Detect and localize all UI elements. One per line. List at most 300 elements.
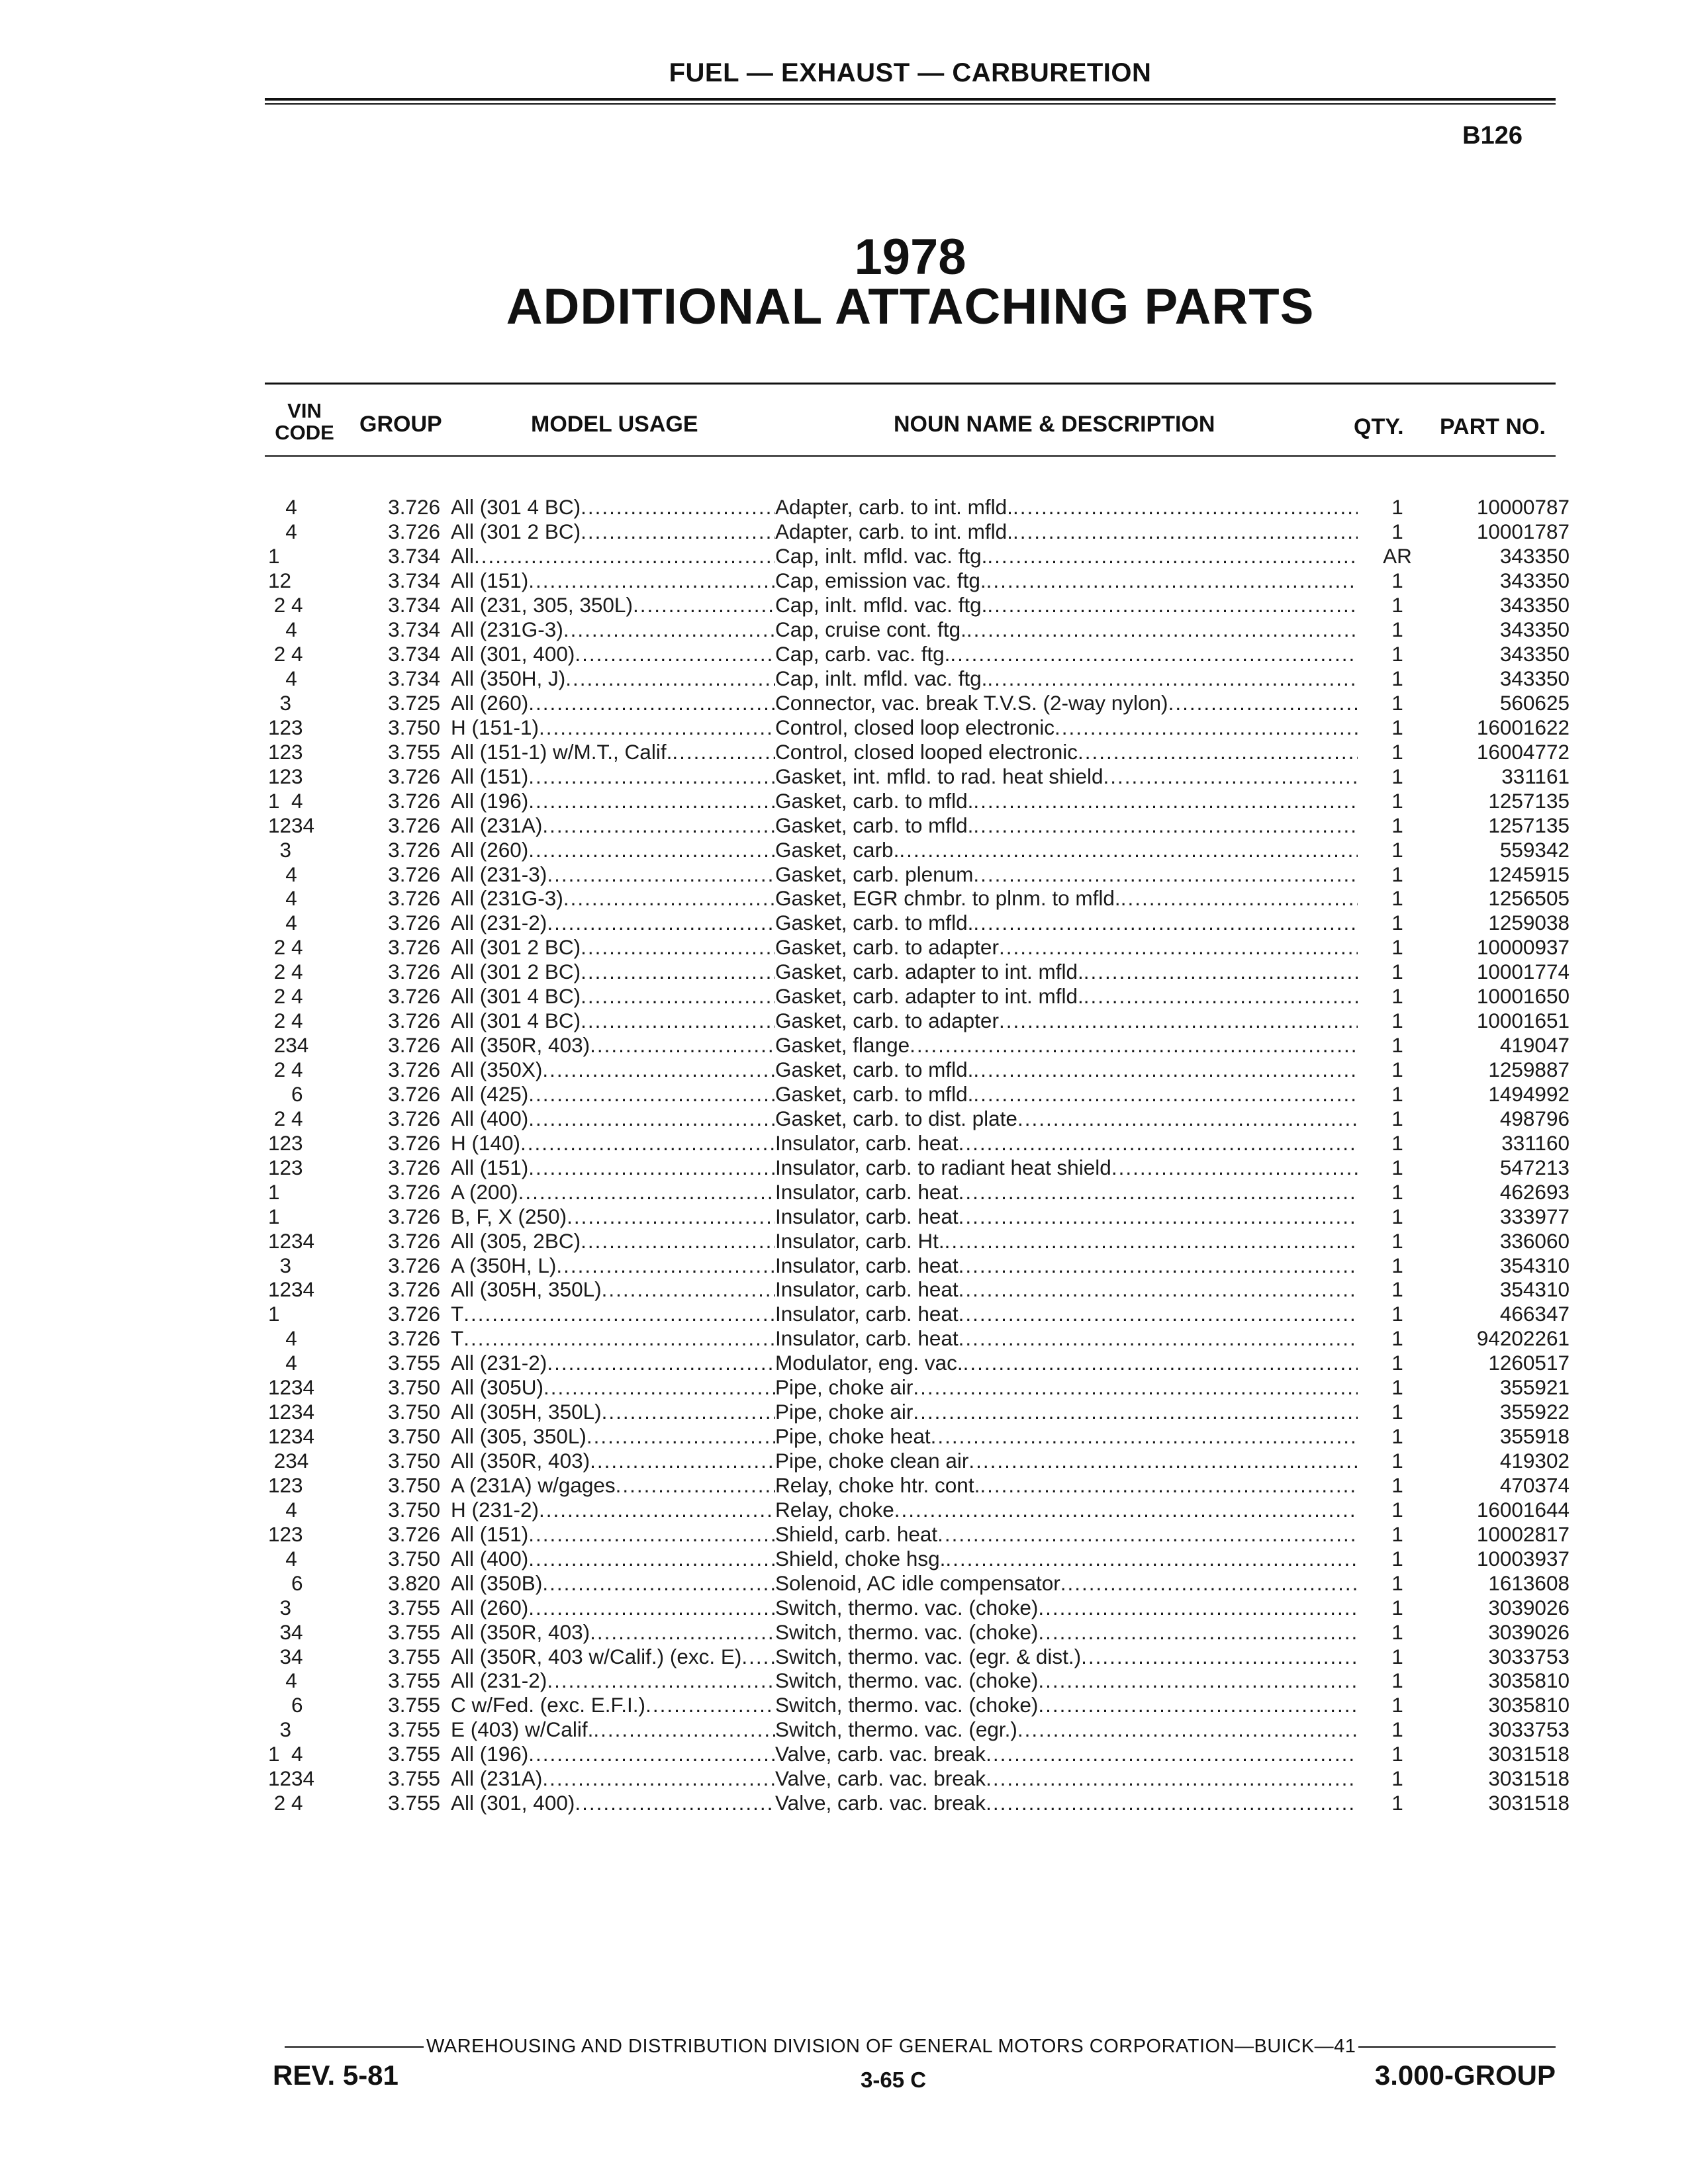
dot-leader xyxy=(973,862,1358,886)
model-usage-cell xyxy=(451,1693,775,1717)
noun-description-cell xyxy=(775,862,1358,886)
dot-leader xyxy=(1013,495,1358,519)
part-number-cell: 1260517 xyxy=(1488,1351,1570,1375)
noun-description-cell-text: Gasket, carb. to mfld. xyxy=(775,911,974,935)
model-usage-cell xyxy=(451,1619,775,1644)
dot-leader xyxy=(987,544,1358,568)
vin-code-cell: 4 xyxy=(268,1326,297,1351)
model-usage-cell xyxy=(451,1058,775,1082)
model-usage-cell xyxy=(451,1228,775,1253)
vin-code-cell: 123 xyxy=(268,1155,303,1179)
part-number-cell: 1259887 xyxy=(1488,1058,1570,1082)
group-cell: 3.726 xyxy=(388,1155,440,1179)
vin-code-cell: 4 xyxy=(268,495,297,520)
model-usage-cell xyxy=(451,1570,775,1595)
group-cell: 3.755 xyxy=(388,739,440,764)
dot-leader xyxy=(567,1205,775,1228)
qty-cell: 1 xyxy=(1391,715,1403,739)
dot-leader xyxy=(542,813,775,837)
model-usage-cell xyxy=(451,911,775,935)
noun-description-cell xyxy=(775,1668,1358,1693)
model-usage-cell xyxy=(451,1546,775,1570)
vin-header-line2: CODE xyxy=(275,421,334,444)
model-usage-cell-text: All (231-3) xyxy=(451,862,547,886)
model-usage-cell-text: All (151) xyxy=(451,569,529,593)
dot-leader xyxy=(968,1449,1358,1473)
noun-description-cell-text: Switch, thermo. vac. (egr. & dist.) xyxy=(775,1644,1082,1668)
model-usage-cell-text: All (350R, 403) xyxy=(451,1033,590,1058)
noun-description-cell xyxy=(775,788,1358,813)
dot-leader xyxy=(463,1302,775,1326)
dot-leader xyxy=(528,838,775,862)
dot-leader xyxy=(1084,960,1358,983)
model-usage-cell-text: All (350H, J) xyxy=(451,666,566,691)
noun-description-cell xyxy=(775,837,1358,862)
group-cell: 3.750 xyxy=(388,715,440,739)
group-cell: 3.726 xyxy=(388,862,440,886)
group-cell: 3.755 xyxy=(388,1644,440,1668)
table-row xyxy=(268,1497,1570,1522)
part-number-cell: 1257135 xyxy=(1488,813,1570,837)
part-number-cell: 336060 xyxy=(1499,1228,1570,1253)
part-number-cell: 559342 xyxy=(1499,837,1570,862)
noun-description-cell-text: Gasket, carb. to mfld. xyxy=(775,1058,974,1082)
qty-cell: 1 xyxy=(1391,1058,1403,1082)
table-row xyxy=(268,1277,1570,1302)
model-usage-cell-text: E (403) w/Calif. xyxy=(451,1717,594,1742)
part-number-cell: 333977 xyxy=(1499,1204,1570,1228)
group-cell: 3.734 xyxy=(388,544,440,569)
dot-leader xyxy=(899,838,1358,862)
group-cell: 3.726 xyxy=(388,984,440,1009)
group-cell: 3.755 xyxy=(388,1619,440,1644)
noun-description-cell xyxy=(775,1204,1358,1228)
noun-description-cell xyxy=(775,911,1358,935)
dot-leader xyxy=(987,593,1358,617)
group-cell: 3.726 xyxy=(388,886,440,911)
qty-cell: 1 xyxy=(1391,1375,1403,1400)
noun-description-cell-text: Gasket, carb. adapter to int. mfld. xyxy=(775,960,1084,984)
noun-description-cell xyxy=(775,1033,1358,1058)
noun-description-cell-text: Insulator, carb. heat xyxy=(775,1253,959,1277)
dot-leader xyxy=(986,569,1358,592)
dot-leader xyxy=(542,1058,775,1081)
table-row xyxy=(268,960,1570,984)
part-number-cell: 16004772 xyxy=(1476,739,1570,764)
model-usage-cell xyxy=(451,1204,775,1228)
noun-description-cell xyxy=(775,520,1358,544)
group-cell: 3.726 xyxy=(388,1522,440,1546)
noun-description-cell xyxy=(775,886,1358,911)
model-usage-cell-text: A (350H, L) xyxy=(451,1253,557,1277)
model-usage-cell xyxy=(451,1400,775,1424)
group-cell: 3.755 xyxy=(388,1791,440,1815)
table-row xyxy=(268,1668,1570,1693)
model-usage-cell xyxy=(451,691,775,715)
noun-description-cell xyxy=(775,1326,1358,1351)
dot-leader xyxy=(539,1498,775,1522)
vin-code-cell: 4 xyxy=(268,1668,297,1693)
column-header-model-usage: MODEL USAGE xyxy=(531,412,698,437)
model-usage-cell-text: All (301 2 BC) xyxy=(451,935,581,960)
noun-description-cell-text: Gasket, carb. adapter to int. mfld. xyxy=(775,984,1084,1009)
dot-leader xyxy=(973,789,1358,813)
model-usage-cell xyxy=(451,1522,775,1546)
vin-code-cell: 2 4 xyxy=(268,593,303,617)
vin-code-cell: 6 xyxy=(268,1570,303,1595)
dot-leader xyxy=(556,1253,775,1277)
part-number-cell: 331161 xyxy=(1501,764,1570,788)
table-row xyxy=(268,1717,1570,1742)
dot-leader xyxy=(1081,1645,1358,1668)
noun-description-cell xyxy=(775,1106,1358,1130)
group-cell: 3.755 xyxy=(388,1717,440,1742)
noun-description-cell xyxy=(775,984,1358,1009)
dot-leader xyxy=(518,1180,775,1204)
noun-description-cell-text: Insulator, carb. Ht. xyxy=(775,1228,945,1253)
model-usage-cell xyxy=(451,1473,775,1498)
dot-leader xyxy=(590,1620,775,1644)
group-cell: 3.726 xyxy=(388,1253,440,1277)
part-number-cell: 1494992 xyxy=(1488,1081,1570,1106)
group-cell: 3.755 xyxy=(388,1351,440,1375)
group-cell: 3.750 xyxy=(388,1449,440,1473)
model-usage-cell-text: All (350R, 403) xyxy=(451,1619,590,1644)
model-usage-cell xyxy=(451,984,775,1009)
vin-code-cell: 4 xyxy=(268,1351,297,1375)
qty-cell: 1 xyxy=(1391,911,1403,935)
dot-leader xyxy=(1038,1596,1358,1619)
model-usage-cell-text: All (260) xyxy=(451,1595,529,1619)
model-usage-cell-text: All (196) xyxy=(451,788,529,813)
table-row xyxy=(268,1204,1570,1228)
qty-cell: 1 xyxy=(1391,1473,1403,1497)
qty-cell: 1 xyxy=(1391,1081,1403,1106)
dot-leader xyxy=(542,1766,775,1790)
vin-code-cell: 4 xyxy=(268,520,297,544)
vin-code-cell: 4 xyxy=(268,617,297,642)
dot-leader xyxy=(963,1351,1358,1375)
part-number-cell: 331160 xyxy=(1501,1130,1570,1155)
noun-description-cell-text: Gasket, carb. to mfld. xyxy=(775,813,974,837)
model-usage-cell-text: All (305, 2BC) xyxy=(451,1228,581,1253)
dot-leader xyxy=(672,740,775,764)
vin-code-cell: 4 xyxy=(268,666,297,691)
noun-description-cell xyxy=(775,1791,1358,1815)
noun-description-cell-text: Connector, vac. break T.V.S. (2-way nylon) xyxy=(775,690,1168,715)
model-usage-cell-text: All (151) xyxy=(451,1155,529,1179)
group-cell: 3.726 xyxy=(388,1302,440,1326)
vin-code-cell: 34 xyxy=(268,1619,303,1644)
model-usage-cell xyxy=(451,544,775,569)
column-header-group: GROUP xyxy=(359,412,442,437)
dot-leader xyxy=(913,1400,1358,1424)
vin-code-cell: 1234 xyxy=(268,813,315,837)
vin-code-cell: 4 xyxy=(268,886,297,911)
part-number-cell: 3031518 xyxy=(1488,1791,1570,1815)
noun-description-cell-text: Pipe, choke heat xyxy=(775,1424,931,1449)
part-number-cell: 10003937 xyxy=(1476,1546,1570,1570)
model-usage-cell-text: T xyxy=(451,1326,464,1351)
dot-leader xyxy=(590,1033,775,1057)
model-usage-cell-text: All (301, 400) xyxy=(451,642,575,666)
qty-cell: 1 xyxy=(1391,1033,1403,1058)
model-usage-cell-text: All (151) xyxy=(451,1522,529,1546)
table-row xyxy=(268,715,1570,739)
noun-description-cell-text: Insulator, carb. heat xyxy=(775,1326,959,1351)
qty-cell: 1 xyxy=(1391,886,1403,911)
vin-code-cell: 1 xyxy=(268,1179,280,1204)
noun-description-cell-text: Insulator, carb. heat xyxy=(775,1130,959,1155)
dot-leader xyxy=(986,1742,1358,1766)
noun-description-cell-text: Gasket, carb. to dist. plate xyxy=(775,1106,1017,1130)
noun-description-cell-text: Insulator, carb. heat xyxy=(775,1302,959,1326)
vin-code-cell: 3 xyxy=(268,1717,292,1742)
vin-code-cell: 1234 xyxy=(268,1375,315,1400)
part-number-cell: 466347 xyxy=(1499,1302,1570,1326)
table-row xyxy=(268,984,1570,1009)
part-number-cell: 3035810 xyxy=(1488,1668,1570,1693)
vin-code-cell: 234 xyxy=(268,1033,309,1058)
noun-description-cell xyxy=(775,1058,1358,1082)
table-row xyxy=(268,1351,1570,1375)
group-cell: 3.750 xyxy=(388,1473,440,1497)
qty-cell: 1 xyxy=(1391,739,1403,764)
dot-leader xyxy=(1121,886,1358,910)
group-cell: 3.755 xyxy=(388,1668,440,1693)
vin-code-cell: 1 xyxy=(268,1302,280,1326)
group-cell: 3.734 xyxy=(388,617,440,642)
noun-description-cell-text: Cap, cruise cont. ftg. xyxy=(775,617,966,642)
table-row xyxy=(268,1400,1570,1424)
header-rule xyxy=(265,98,1556,101)
dot-leader xyxy=(910,1033,1358,1057)
vin-code-cell: 123 xyxy=(268,764,303,788)
dot-leader xyxy=(547,1668,775,1692)
noun-description-cell-text: Insulator, carb. heat xyxy=(775,1204,959,1228)
part-number-cell: 343350 xyxy=(1499,593,1570,617)
part-number-cell: 1257135 xyxy=(1488,788,1570,813)
noun-description-cell xyxy=(775,1424,1358,1449)
dot-leader xyxy=(602,1277,775,1301)
model-usage-cell xyxy=(451,1253,775,1277)
noun-description-cell-text: Insulator, carb. heat xyxy=(775,1179,959,1204)
vin-code-cell: 1234 xyxy=(268,1424,315,1449)
model-usage-cell xyxy=(451,739,775,764)
qty-cell: AR xyxy=(1383,544,1412,569)
table-row xyxy=(268,1693,1570,1717)
vin-code-cell: 1 4 xyxy=(268,788,303,813)
column-header-part-no: PART NO. xyxy=(1440,414,1546,439)
noun-description-cell xyxy=(775,1619,1358,1644)
noun-description-cell xyxy=(775,1130,1358,1155)
dot-leader xyxy=(1017,1107,1358,1130)
vin-code-cell: 2 4 xyxy=(268,935,303,960)
noun-description-cell xyxy=(775,1302,1358,1326)
vin-code-cell: 4 xyxy=(268,1546,297,1570)
part-number-cell: 343350 xyxy=(1499,544,1570,569)
model-usage-cell-text: All (151-1) w/M.T., Calif. xyxy=(451,739,673,764)
table-row xyxy=(268,1473,1570,1498)
table-row xyxy=(268,1130,1570,1155)
group-cell: 3.726 xyxy=(388,764,440,788)
table-row xyxy=(268,593,1570,617)
parts-table xyxy=(268,495,1570,1815)
group-label: 3.000-GROUP xyxy=(1374,2060,1556,2091)
group-cell: 3.726 xyxy=(388,788,440,813)
group-cell: 3.726 xyxy=(388,935,440,960)
dot-leader xyxy=(959,1131,1358,1155)
model-usage-cell xyxy=(451,886,775,911)
noun-description-cell-text: Pipe, choke air xyxy=(775,1400,914,1424)
noun-description-cell-text: Shield, carb. heat xyxy=(775,1522,938,1546)
model-usage-cell-text: All (151) xyxy=(451,764,529,788)
qty-cell: 1 xyxy=(1391,1766,1403,1791)
vin-code-cell: 4 xyxy=(268,911,297,935)
noun-description-cell xyxy=(775,715,1358,739)
qty-cell: 1 xyxy=(1391,960,1403,984)
vin-code-cell: 1234 xyxy=(268,1228,315,1253)
group-cell: 3.726 xyxy=(388,1130,440,1155)
dot-leader xyxy=(645,1693,775,1717)
dot-leader xyxy=(1168,691,1358,715)
qty-cell: 1 xyxy=(1391,788,1403,813)
dot-leader xyxy=(547,911,775,934)
noun-description-cell xyxy=(775,593,1358,617)
footer-rule-left xyxy=(285,2046,424,2048)
table-row xyxy=(268,1570,1570,1595)
page-title: ADDITIONAL ATTACHING PARTS xyxy=(506,279,1315,335)
header-bottom-rule xyxy=(265,455,1556,457)
group-cell: 3.726 xyxy=(388,1228,440,1253)
table-row xyxy=(268,520,1570,544)
noun-description-cell xyxy=(775,1155,1358,1179)
vin-code-cell: 123 xyxy=(268,1130,303,1155)
dot-leader xyxy=(999,935,1358,959)
qty-cell: 1 xyxy=(1391,666,1403,691)
noun-description-cell-text: Valve, carb. vac. break xyxy=(775,1791,986,1815)
vin-code-cell: 4 xyxy=(268,1497,297,1522)
model-usage-cell-text: B, F, X (250) xyxy=(451,1204,567,1228)
noun-description-cell xyxy=(775,960,1358,984)
dot-leader xyxy=(959,1180,1358,1204)
dot-leader xyxy=(581,984,775,1008)
vin-code-cell: 2 4 xyxy=(268,642,303,666)
group-cell: 3.755 xyxy=(388,1766,440,1791)
part-number-cell: 343350 xyxy=(1499,617,1570,642)
model-usage-cell xyxy=(451,1497,775,1522)
vin-header-line1: VIN xyxy=(287,399,322,422)
table-row xyxy=(268,544,1570,569)
vin-code-cell: 1 4 xyxy=(268,1742,303,1766)
table-row xyxy=(268,788,1570,813)
vin-code-cell: 2 4 xyxy=(268,984,303,1009)
footer-division-line xyxy=(285,2036,1556,2058)
noun-description-cell-text: Insulator, carb. heat xyxy=(775,1277,959,1302)
group-cell: 3.750 xyxy=(388,1497,440,1522)
part-number-cell: 354310 xyxy=(1499,1253,1570,1277)
model-usage-cell-text: All (305U) xyxy=(451,1375,544,1400)
noun-description-cell-text: Cap, inlt. mfld. vac. ftg. xyxy=(775,593,988,617)
dot-leader xyxy=(973,1082,1358,1106)
part-number-cell: 560625 xyxy=(1499,690,1570,715)
part-number-cell: 343350 xyxy=(1499,642,1570,666)
model-usage-cell-text: A (231A) w/gages xyxy=(451,1473,616,1497)
table-row xyxy=(268,1522,1570,1546)
noun-description-cell-text: Adapter, carb. to int. mfld. xyxy=(775,495,1013,520)
group-cell: 3.820 xyxy=(388,1570,440,1595)
noun-description-cell xyxy=(775,1082,1358,1107)
qty-cell: 1 xyxy=(1391,1717,1403,1742)
dot-leader xyxy=(528,1742,775,1766)
vin-code-cell: 12 xyxy=(268,569,292,593)
table-row xyxy=(268,1766,1570,1791)
dot-leader xyxy=(520,1131,775,1155)
table-row xyxy=(268,1619,1570,1644)
dot-leader xyxy=(590,1449,775,1473)
model-usage-cell-text: All (231A) xyxy=(451,1766,543,1791)
noun-description-cell-text: Cap, inlt. mfld. vac. ftg. xyxy=(775,666,988,691)
table-row xyxy=(268,569,1570,593)
qty-cell: 1 xyxy=(1391,984,1403,1009)
noun-description-cell xyxy=(775,691,1358,715)
noun-description-cell xyxy=(775,1717,1358,1742)
dot-leader xyxy=(959,1326,1358,1350)
group-cell: 3.726 xyxy=(388,960,440,984)
group-cell: 3.726 xyxy=(388,495,440,520)
qty-cell: 1 xyxy=(1391,1619,1403,1644)
model-usage-cell-text: All (350X) xyxy=(451,1058,543,1082)
qty-cell: 1 xyxy=(1391,764,1403,788)
dot-leader xyxy=(547,1351,775,1375)
model-usage-cell-text: All xyxy=(451,544,475,569)
part-number-cell: 343350 xyxy=(1499,569,1570,593)
dot-leader xyxy=(563,617,775,641)
group-cell: 3.755 xyxy=(388,1595,440,1619)
model-usage-cell xyxy=(451,569,775,593)
qty-cell: 1 xyxy=(1391,837,1403,862)
qty-cell: 1 xyxy=(1391,1791,1403,1815)
noun-description-cell xyxy=(775,666,1358,691)
noun-description-cell xyxy=(775,1400,1358,1424)
dot-leader xyxy=(1038,1620,1358,1644)
dot-leader xyxy=(959,1253,1358,1277)
qty-cell: 1 xyxy=(1391,569,1403,593)
table-row xyxy=(268,666,1570,691)
group-cell: 3.726 xyxy=(388,1179,440,1204)
model-usage-cell xyxy=(451,1717,775,1742)
dot-leader xyxy=(1060,1571,1358,1595)
dot-leader xyxy=(575,642,775,666)
noun-description-cell xyxy=(775,1228,1358,1253)
model-usage-cell-text: T xyxy=(451,1302,464,1326)
dot-leader xyxy=(987,666,1358,690)
part-number-cell: 343350 xyxy=(1499,666,1570,691)
group-cell: 3.726 xyxy=(388,1033,440,1058)
qty-cell: 1 xyxy=(1391,1130,1403,1155)
model-usage-cell-text: All (231-2) xyxy=(451,911,547,935)
model-usage-cell xyxy=(451,1766,775,1791)
model-usage-cell-text: C w/Fed. (exc. E.F.I.) xyxy=(451,1693,646,1717)
group-cell: 3.755 xyxy=(388,1693,440,1717)
noun-description-cell-text: Insulator, carb. to radiant heat shield xyxy=(775,1155,1111,1179)
table-row xyxy=(268,1375,1570,1400)
model-usage-cell-text: All (301 2 BC) xyxy=(451,520,581,544)
column-header-noun-name: NOUN NAME & DESCRIPTION xyxy=(894,412,1215,437)
noun-description-cell xyxy=(775,1009,1358,1033)
model-usage-cell-text: H (151-1) xyxy=(451,715,539,739)
noun-description-cell-text: Switch, thermo. vac. (choke) xyxy=(775,1693,1039,1717)
